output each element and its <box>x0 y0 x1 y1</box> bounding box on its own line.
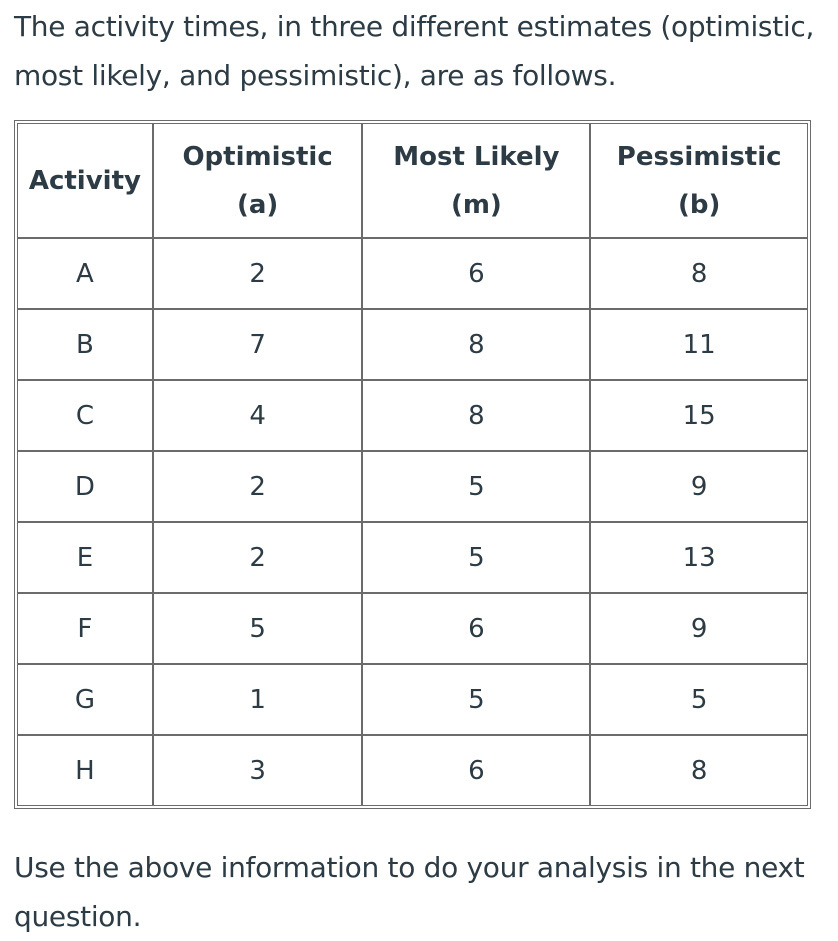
cell-optimistic: 2 <box>153 451 363 522</box>
cell-most-likely: 6 <box>362 238 590 309</box>
table-row <box>17 522 808 593</box>
cell-activity: A <box>17 238 153 309</box>
cell-activity: F <box>17 593 153 664</box>
cell-most-likely: 6 <box>362 593 590 664</box>
cell-pessimistic: 11 <box>590 309 808 380</box>
table-row <box>17 380 808 451</box>
cell-optimistic: 7 <box>153 309 363 380</box>
cell-optimistic: 2 <box>153 522 363 593</box>
cell-most-likely: 8 <box>362 380 590 451</box>
intro-text: The activity times, in three different estimates (optimistic, most likely, and pessimistic), are as follows. <box>14 10 815 92</box>
cell-activity: G <box>17 664 153 735</box>
activity-times-table <box>14 120 811 809</box>
cell-activity: B <box>17 309 153 380</box>
cell-most-likely: 5 <box>362 522 590 593</box>
cell-pessimistic: 9 <box>590 593 808 664</box>
header-pessimistic-symbol: (b) <box>677 189 721 220</box>
cell-pessimistic: 13 <box>590 522 808 593</box>
cell-most-likely: 6 <box>362 735 590 806</box>
cell-optimistic: 2 <box>153 238 363 309</box>
cell-pessimistic: 9 <box>590 451 808 522</box>
header-optimistic-label: Optimistic <box>182 141 333 172</box>
header-optimistic-symbol: (a) <box>236 189 279 220</box>
header-most-likely-label: Most Likely <box>393 141 560 172</box>
table-header-row <box>17 123 808 238</box>
cell-activity: E <box>17 522 153 593</box>
table-row <box>17 238 808 309</box>
cell-activity: D <box>17 451 153 522</box>
table-row <box>17 735 808 806</box>
outro-text: Use the above information to do your analysis in the next question. <box>14 851 805 933</box>
header-most-likely-symbol: (m) <box>450 189 502 220</box>
header-most-likely <box>362 123 590 238</box>
table-row <box>17 309 808 380</box>
cell-pessimistic: 8 <box>590 735 808 806</box>
table-row <box>17 451 808 522</box>
cell-optimistic: 5 <box>153 593 363 664</box>
cell-most-likely: 5 <box>362 664 590 735</box>
cell-pessimistic: 8 <box>590 238 808 309</box>
table-row <box>17 664 808 735</box>
header-activity <box>17 123 153 238</box>
header-activity-label: Activity <box>28 165 141 196</box>
table-row <box>17 593 808 664</box>
cell-most-likely: 5 <box>362 451 590 522</box>
header-pessimistic <box>590 123 808 238</box>
cell-pessimistic: 5 <box>590 664 808 735</box>
header-optimistic <box>153 123 363 238</box>
cell-optimistic: 3 <box>153 735 363 806</box>
cell-optimistic: 4 <box>153 380 363 451</box>
cell-activity: H <box>17 735 153 806</box>
header-pessimistic-label: Pessimistic <box>616 141 782 172</box>
cell-optimistic: 1 <box>153 664 363 735</box>
cell-pessimistic: 15 <box>590 380 808 451</box>
cell-activity: C <box>17 380 153 451</box>
cell-most-likely: 8 <box>362 309 590 380</box>
